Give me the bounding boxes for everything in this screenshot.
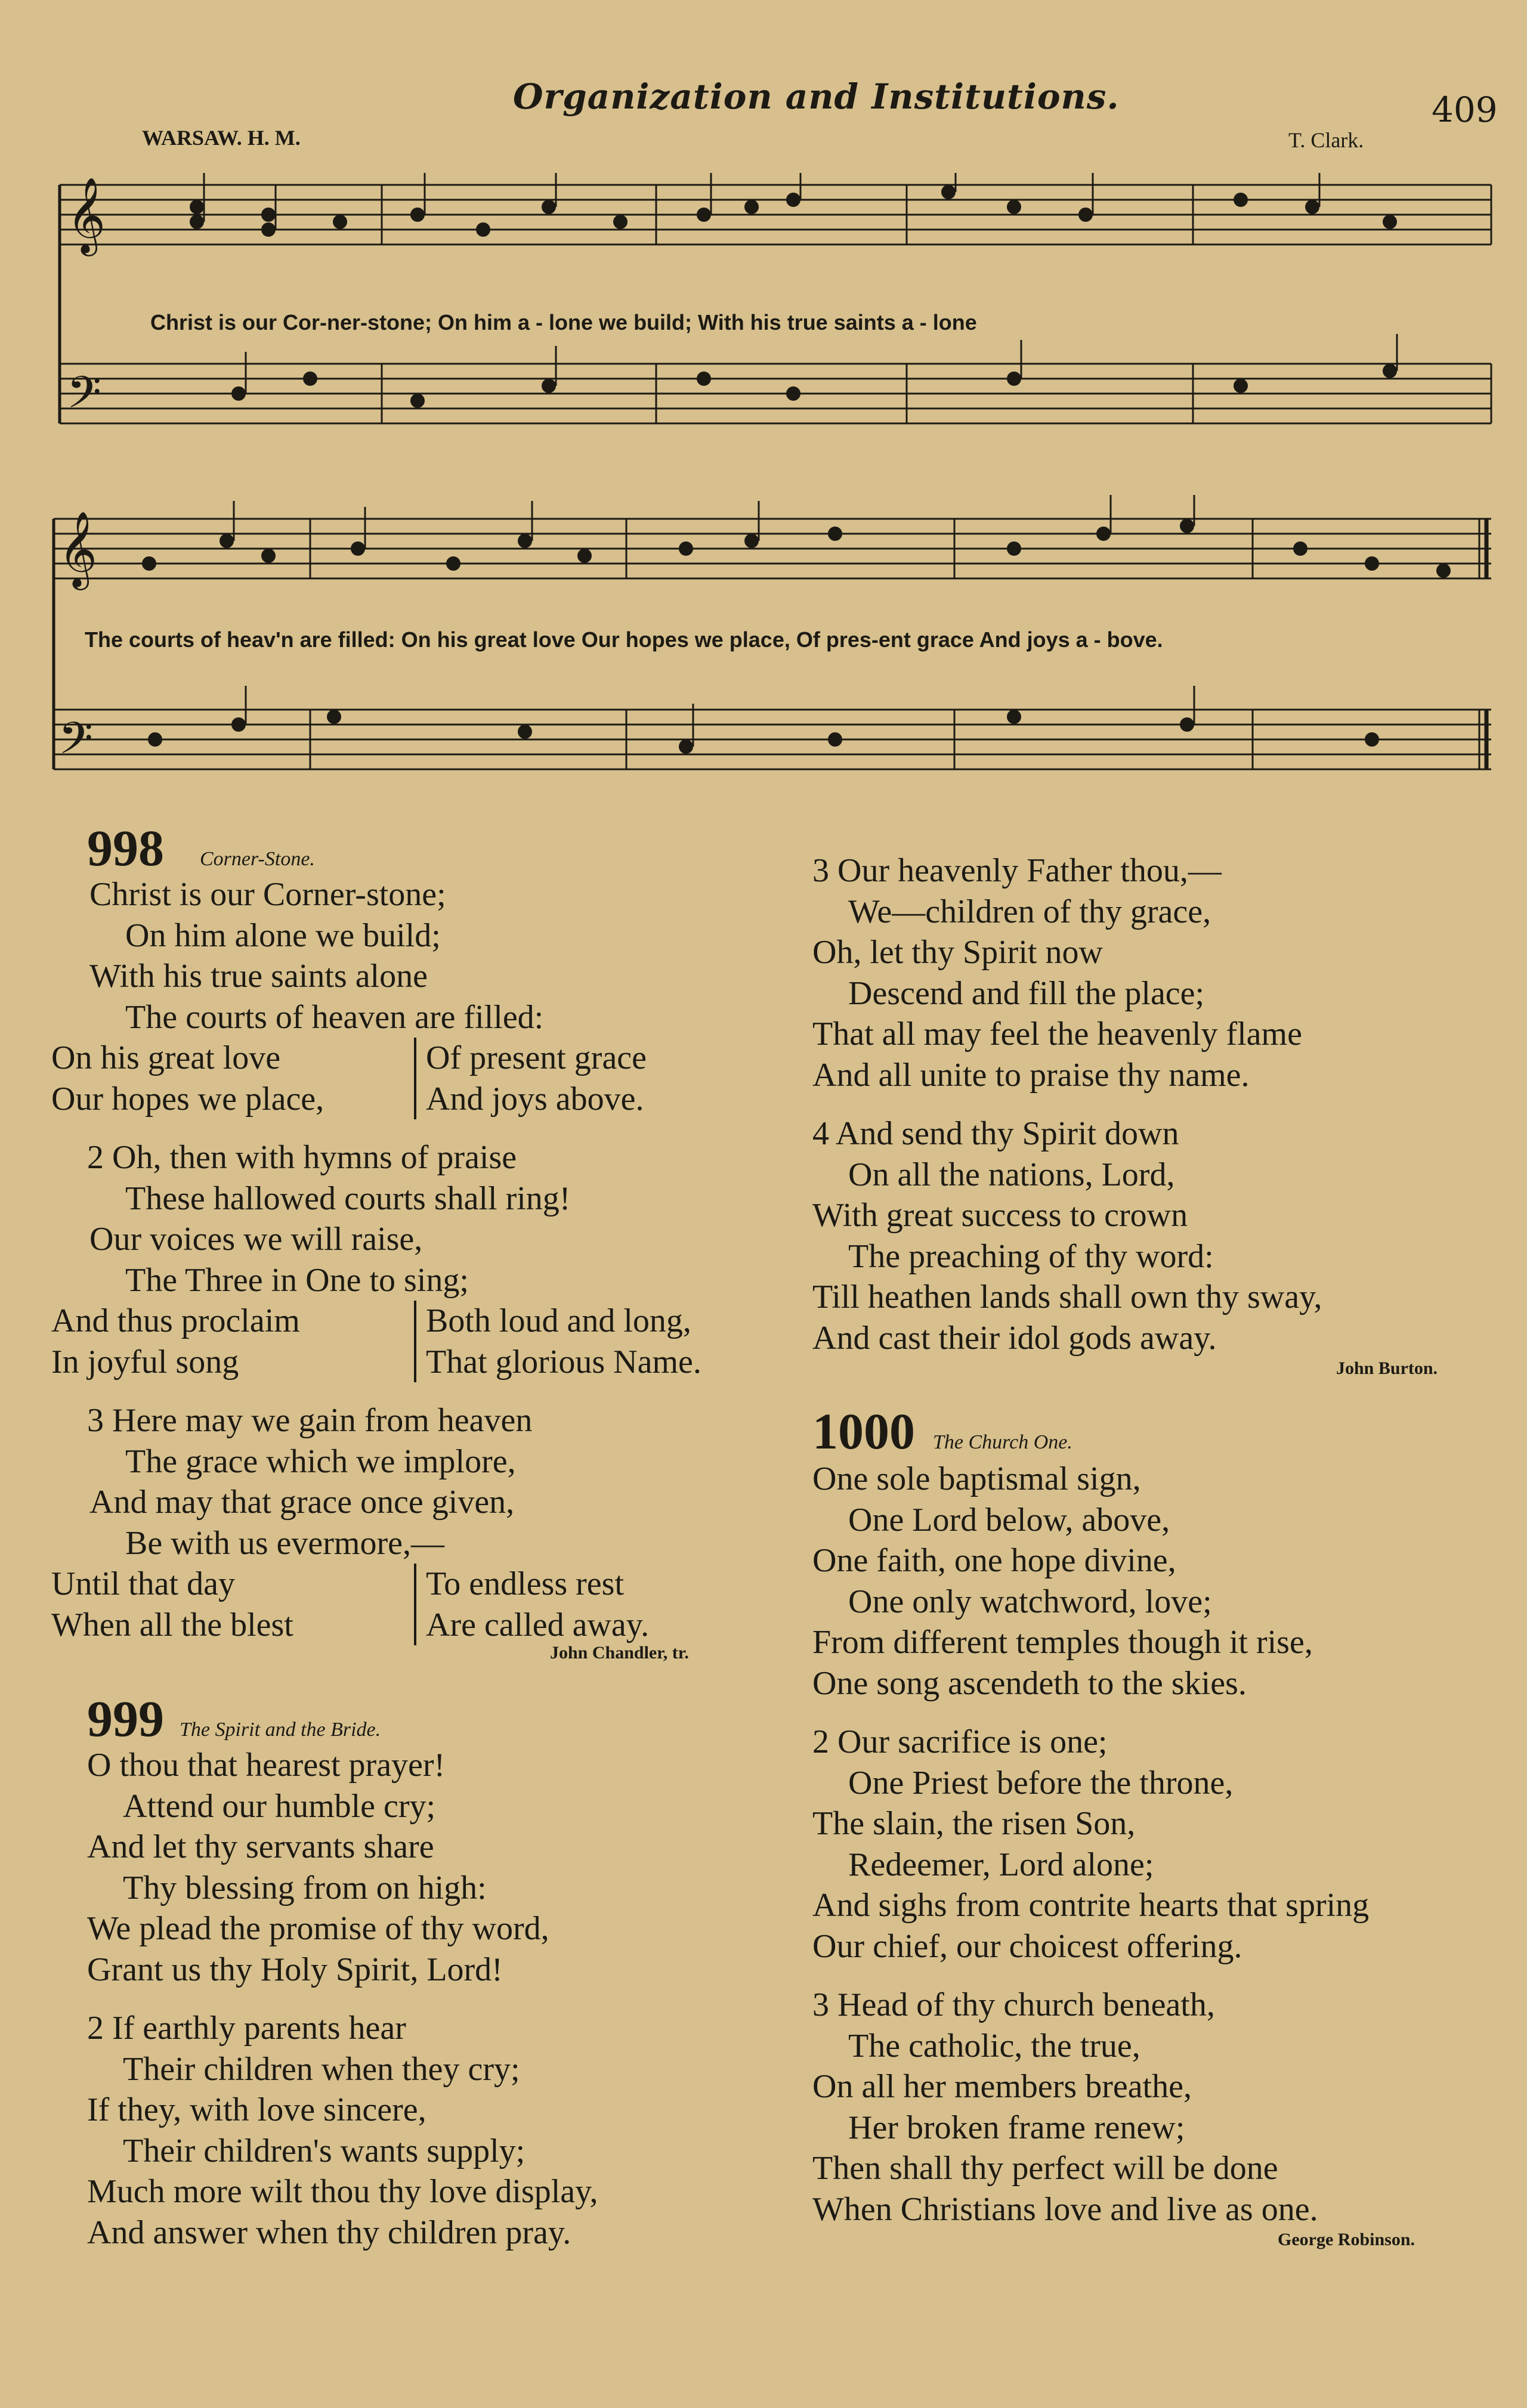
tune-name: WARSAW. H. M. xyxy=(142,126,301,150)
verse-line: That all may feel the heavenly flame xyxy=(812,1016,1302,1053)
verse-line: 3 Here may we gain from heaven xyxy=(87,1402,533,1439)
verse-line: And joys above. xyxy=(426,1080,644,1118)
verse-line: We plead the promise of thy word, xyxy=(87,1910,549,1947)
verse-line: 3 Our heavenly Father thou,— xyxy=(812,852,1222,889)
verse-line: Their children when they cry; xyxy=(123,2050,520,2088)
verse-line: The preaching of thy word: xyxy=(848,1237,1214,1275)
lyrics-line-1: Christ is our Cor-ner-stone; On him a - lone we build; With his true saints a - lone xyxy=(150,310,977,335)
verse-4 xyxy=(812,1113,1498,1358)
verse-3 xyxy=(812,850,1498,1095)
hymn-title: Corner-Stone. xyxy=(200,848,315,870)
hymn-998 xyxy=(51,818,755,1663)
verse-3 xyxy=(51,1400,755,1645)
verse-line: On all the nations, Lord, xyxy=(848,1156,1175,1193)
verse-line: One sole baptismal sign, xyxy=(812,1460,1141,1497)
verse-line: One Lord below, above, xyxy=(848,1501,1170,1539)
verse-2 xyxy=(87,2008,791,2253)
verse-line: Our chief, our choicest offering. xyxy=(812,1927,1242,1965)
composer: T. Clark. xyxy=(1288,128,1364,152)
verse-line: 2 If earthly parents hear xyxy=(87,2010,406,2047)
svg-text:𝄢: 𝄢 xyxy=(58,713,93,775)
verse-1 xyxy=(87,1745,791,1990)
verse-line: Much more wilt thou thy love display, xyxy=(87,2173,598,2210)
verse-line: 2 Oh, then with hymns of praise xyxy=(87,1139,517,1176)
verse-1 xyxy=(812,1459,1498,1704)
verse-line: Then shall thy perfect will be done xyxy=(812,2150,1278,2187)
verse-line: These hallowed courts shall ring! xyxy=(125,1180,571,1217)
verse-line: That glorious Name. xyxy=(426,1343,701,1381)
verse-line: And cast their idol gods away. xyxy=(812,1319,1217,1357)
verse-line: The grace which we implore, xyxy=(125,1443,516,1480)
hymn-number: 1000 xyxy=(812,1403,915,1460)
verse-line: On all her members breathe, xyxy=(812,2068,1192,2105)
hymn-author: George Robinson. xyxy=(1278,2230,1415,2249)
verse-line: One only watchword, love; xyxy=(848,1583,1212,1620)
verse-line: Attend our humble cry; xyxy=(123,1787,436,1825)
verse-line: And let thy servants share xyxy=(87,1828,434,1865)
hymn-number: 998 xyxy=(87,819,164,877)
verse-line: And all unite to praise thy name. xyxy=(812,1056,1250,1094)
svg-text:𝄞: 𝄞 xyxy=(67,177,106,253)
lyrics-line-2: The courts of heav'n are filled: On his great love Our hopes we place, Of pres-ent grace And joys a - bove. xyxy=(85,627,1163,652)
verse-1 xyxy=(51,874,755,1119)
verse-line: The slain, the risen Son, xyxy=(812,1805,1136,1842)
verse-line: Redeemer, Lord alone; xyxy=(848,1846,1154,1883)
verse-line: Their children's wants supply; xyxy=(123,2132,526,2169)
running-title: Organization and Institutions. xyxy=(513,76,1120,117)
verse-line: Grant us thy Holy Spirit, Lord! xyxy=(87,1951,503,1988)
verse-line: One faith, one hope divine, xyxy=(812,1542,1176,1579)
verse-line: And answer when thy children pray. xyxy=(87,2214,571,2251)
verse-split xyxy=(51,1564,755,1645)
verse-line: One Priest before the throne, xyxy=(848,1764,1234,1802)
verse-line: The Three in One to sing; xyxy=(125,1261,469,1299)
hymn-author: John Chandler, tr. xyxy=(550,1643,689,1663)
hymn-author: John Burton. xyxy=(1336,1358,1438,1378)
hymn-1000 xyxy=(812,1401,1498,2250)
verse-line: 4 And send thy Spirit down xyxy=(812,1115,1179,1152)
verse-line: Until that day xyxy=(51,1565,235,1602)
verse-2 xyxy=(51,1137,755,1382)
verse-split xyxy=(51,1301,755,1382)
verse-line: Thy blessing from on high: xyxy=(123,1869,487,1906)
verse-line: From different temples though it rise, xyxy=(812,1624,1313,1661)
verse-line: When Christians love and live as one. xyxy=(812,2190,1318,2228)
verse-line: The catholic, the true, xyxy=(848,2027,1140,2065)
verse-line: To endless rest xyxy=(426,1565,625,1602)
hymn-title: The Spirit and the Bride. xyxy=(180,1719,381,1741)
verse-line: Be with us evermore,— xyxy=(125,1524,444,1562)
verse-line: 2 Our sacrifice is one; xyxy=(812,1723,1108,1760)
verse-line: Are called away. xyxy=(426,1606,650,1643)
verse-line: And thus proclaim xyxy=(51,1302,300,1339)
verse-2 xyxy=(812,1722,1498,1967)
verse-line: When all the blest xyxy=(51,1606,293,1643)
verse-line: On him alone we build; xyxy=(125,917,441,954)
verse-line: O thou that hearest prayer! xyxy=(87,1747,446,1784)
verse-line: And sighs from contrite hearts that spring xyxy=(812,1887,1370,1924)
svg-text:𝄞: 𝄞 xyxy=(58,510,98,587)
verse-line: Oh, let thy Spirit now xyxy=(812,934,1103,971)
verse-line: 3 Head of thy church beneath, xyxy=(812,1986,1215,2023)
verse-line: Our voices we will raise, xyxy=(89,1221,423,1258)
verse-line: On his great love xyxy=(51,1039,281,1076)
verse-line: If they, with love sincere, xyxy=(87,2091,426,2128)
verse-line: Till heathen lands shall own thy sway, xyxy=(812,1279,1322,1316)
verse-line: Descend and fill the place; xyxy=(848,974,1205,1012)
hymn-999 xyxy=(87,1689,791,2253)
hymn-title: The Church One. xyxy=(933,1431,1072,1453)
verse-line: We—children of thy grace, xyxy=(848,893,1211,930)
verse-line: Both loud and long, xyxy=(426,1302,691,1339)
verse-line: Christ is our Corner-stone; xyxy=(89,876,446,913)
verse-line: In joyful song xyxy=(51,1343,239,1381)
hymn-999-continued xyxy=(812,850,1498,1379)
hymn-number: 999 xyxy=(87,1690,164,1747)
verse-line: With great success to crown xyxy=(812,1197,1188,1234)
verse-line: With his true saints alone xyxy=(89,958,428,995)
verse-3 xyxy=(812,1985,1498,2230)
verse-line: And may that grace once given, xyxy=(89,1484,515,1521)
verse-line: Our hopes we place, xyxy=(51,1080,324,1118)
verse-line: One song ascendeth to the skies. xyxy=(812,1664,1247,1702)
svg-text:𝄢: 𝄢 xyxy=(67,367,101,429)
verse-line: The courts of heaven are filled: xyxy=(125,998,544,1036)
verse-split xyxy=(51,1038,755,1119)
verse-line: Of present grace xyxy=(426,1039,647,1076)
page-number: 409 xyxy=(1432,89,1498,130)
verse-line: Her broken frame renew; xyxy=(848,2109,1185,2146)
